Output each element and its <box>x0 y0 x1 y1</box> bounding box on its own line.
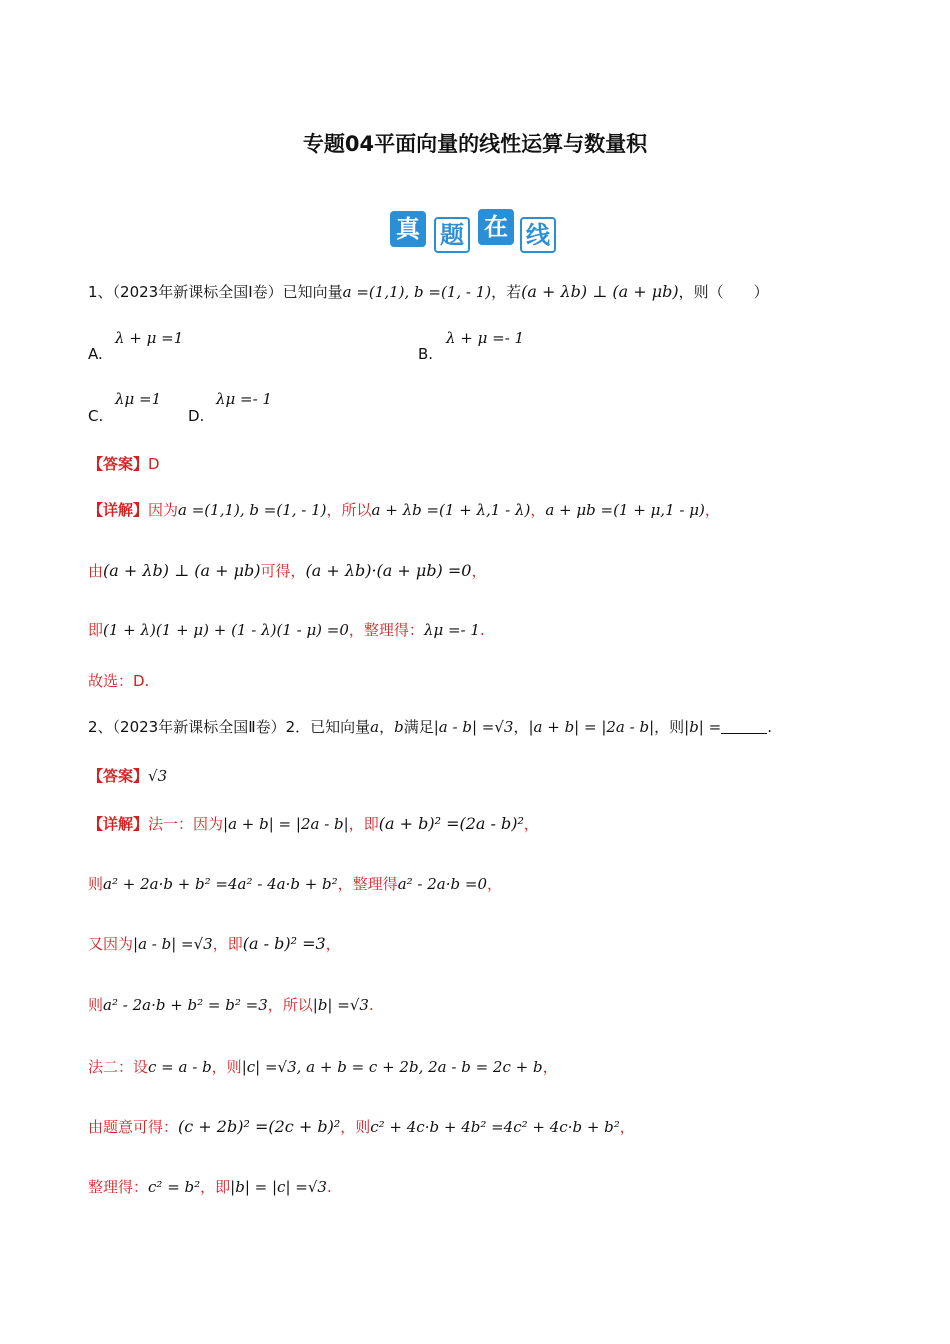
banner-tile: 真 <box>390 211 426 247</box>
q1-option-b <box>418 344 433 364</box>
q1-option-b-math: λ + μ =- 1 <box>446 329 525 347</box>
banner-tile: 线 <box>520 217 556 253</box>
q1-option-a <box>88 344 103 364</box>
text: ， <box>542 1058 558 1076</box>
text: 可得， <box>260 562 306 580</box>
q1-choose: 故选：D. <box>88 672 150 690</box>
math: (1 + λ)(1 + μ) + (1 - λ)(1 - μ) =0 <box>103 621 349 639</box>
q1-stem <box>88 282 769 302</box>
text: 则 <box>88 996 104 1014</box>
q1-stem-text: ，则（ ） <box>678 283 769 301</box>
text: ， <box>619 1118 635 1136</box>
q1-option-c <box>88 406 103 426</box>
math: |c| =√3, a + b = c + 2b, 2a - b = 2c + b <box>241 1058 543 1076</box>
answer-tag: 【答案】 <box>88 767 149 785</box>
text: ， <box>379 718 395 736</box>
q2-answer <box>88 766 167 786</box>
math: a + λb =(1 + λ,1 - λ) <box>371 501 531 519</box>
math: a <box>370 718 380 736</box>
banner-tile: 在 <box>478 209 514 245</box>
text: 由题意可得： <box>88 1118 179 1136</box>
q1-option-a-math: λ + μ =1 <box>115 329 184 347</box>
answer-tag: 【答案】 <box>88 455 149 473</box>
text: ， <box>471 562 487 580</box>
q1-detail-line-1 <box>88 500 720 520</box>
text: ， <box>704 501 720 519</box>
q2-detail-line-7 <box>88 1177 332 1197</box>
q2-detail-line-1 <box>88 814 539 834</box>
q1-stem-math: a =(1,1), b =(1, - 1) <box>342 283 492 301</box>
text: ，所以 <box>326 501 372 519</box>
q1-option-d-math: λμ =- 1 <box>216 390 272 408</box>
text: 满足 <box>403 718 434 736</box>
math: a² - 2a·b =0 <box>397 875 487 893</box>
math: (a + λb) ⊥ (a + μb) <box>103 561 261 580</box>
math: |a - b| =√3 <box>133 935 213 953</box>
banner-tile: 题 <box>434 217 470 253</box>
math: |a + b| = |2a - b| <box>223 815 349 833</box>
math: |b| = |c| =√3 <box>230 1178 327 1196</box>
math: |b| =√3 <box>312 996 369 1014</box>
math: |a - b| =√3 <box>433 718 514 736</box>
math: |b| = <box>684 718 722 736</box>
q2-detail-line-2 <box>88 874 502 894</box>
text: . <box>767 718 772 736</box>
math: a² + 2a·b + b² =4a² - 4a·b + b² <box>103 875 338 893</box>
text: ，即 <box>212 935 243 953</box>
option-label: B. <box>418 345 434 363</box>
answer-value: D <box>148 455 160 473</box>
math: a =(1,1), b =(1, - 1) <box>178 501 327 519</box>
text: 整理得： <box>88 1178 149 1196</box>
q2-detail-line-5 <box>88 1057 558 1077</box>
q1-stem-math: (a + λb) ⊥ (a + μb) <box>521 282 679 301</box>
math: (a + b)² =(2a - b)² <box>378 814 524 833</box>
q2-stem: 2、（2023年新课标全国Ⅱ卷）2．已知向量a，b满足|a - b| =√3，|a + b| = |2a - b|，则|b| = . <box>88 718 772 736</box>
text: ， <box>486 875 502 893</box>
text: ， <box>530 501 546 519</box>
answer-blank <box>721 719 767 734</box>
text: 则 <box>88 875 104 893</box>
math: λμ =- 1 <box>423 621 480 639</box>
q1-option-c-math: λμ =1 <box>115 390 162 408</box>
banner-zhenti-zaixian <box>390 205 560 255</box>
q1-answer <box>88 454 160 474</box>
option-label: A. <box>88 345 103 363</box>
math: c² = b² <box>148 1178 201 1196</box>
text: . <box>326 1178 332 1196</box>
q2-detail-line-6 <box>88 1117 635 1137</box>
q1-detail-line-2 <box>88 561 486 581</box>
text: 法二：设 <box>88 1058 149 1076</box>
detail-tag: 【详解】 <box>88 815 149 833</box>
text: ，则 <box>340 1118 371 1136</box>
math: c = a - b <box>148 1058 212 1076</box>
q2-detail-line-3 <box>88 934 341 954</box>
text: ，即 <box>200 1178 231 1196</box>
detail-tag: 【详解】 <box>88 501 149 519</box>
q1-stem-prefix: 1、（2023年新课标全国Ⅰ卷）已知向量 <box>88 283 343 301</box>
text: ，则 <box>211 1058 242 1076</box>
math: (c + 2b)² =(2c + b)² <box>178 1117 341 1136</box>
page-title: 专题04平面向量的线性运算与数量积 <box>302 132 648 156</box>
option-label: D. <box>188 407 205 425</box>
text: 由 <box>88 562 104 580</box>
math: a² - 2a·b + b² = b² =3 <box>103 996 268 1014</box>
text: 因为 <box>148 501 179 519</box>
q1-option-d <box>188 406 204 426</box>
option-label: C. <box>88 407 104 425</box>
math: b <box>394 718 404 736</box>
text: ，即 <box>348 815 379 833</box>
text: ，则 <box>654 718 685 736</box>
text: . <box>479 621 485 639</box>
q1-detail-line-3 <box>88 620 485 640</box>
math: (a + λb)·(a + μb) =0 <box>305 561 472 580</box>
text: ，所以 <box>267 996 313 1014</box>
text: ， <box>325 935 341 953</box>
text: . <box>368 996 374 1014</box>
math: c² + 4c·b + 4b² =4c² + 4c·b + b² <box>370 1118 620 1136</box>
math: (a - b)² =3 <box>242 934 326 953</box>
math: a + μb =(1 + μ,1 - μ) <box>545 501 705 519</box>
text: ，整理得： <box>348 621 424 639</box>
q2-detail-line-4 <box>88 995 374 1015</box>
text: ， <box>523 815 539 833</box>
answer-value: √3 <box>148 767 168 785</box>
math: |a + b| = |2a - b| <box>528 718 655 736</box>
q2-stem-prefix: 2、（2023年新课标全国Ⅱ卷）2．已知向量 <box>88 718 371 736</box>
text: 又因为 <box>88 935 134 953</box>
q1-stem-text: ，若 <box>491 283 522 301</box>
text: 即 <box>88 621 104 639</box>
text: 法一：因为 <box>148 815 224 833</box>
text: ，整理得 <box>337 875 398 893</box>
